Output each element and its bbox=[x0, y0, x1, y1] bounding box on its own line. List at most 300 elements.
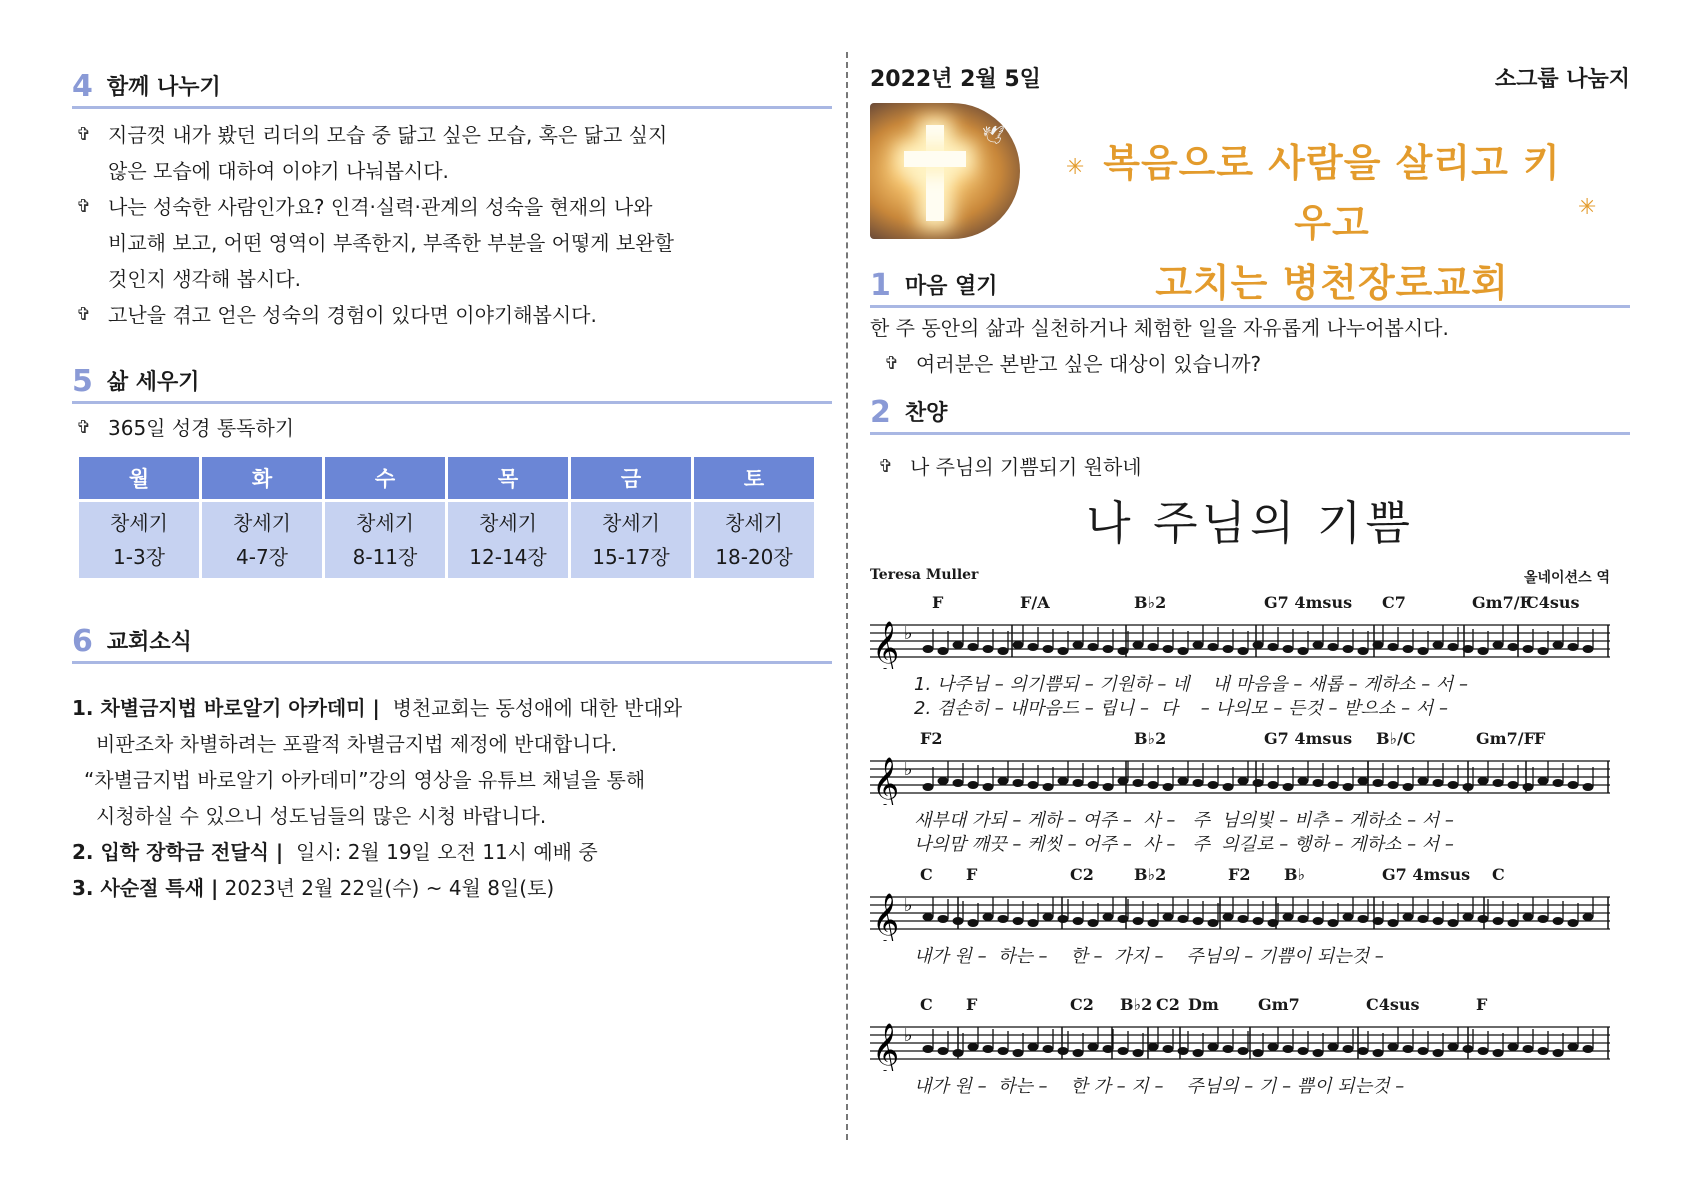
note-head bbox=[1148, 1043, 1159, 1051]
note-head bbox=[1013, 641, 1024, 649]
chord-symbol: B♭2 bbox=[1134, 865, 1167, 884]
news-title: 2. 입학 장학금 전달식 | bbox=[72, 840, 284, 864]
note-head bbox=[953, 779, 964, 787]
section-title: 찬양 bbox=[904, 400, 948, 426]
note-head bbox=[1373, 641, 1384, 649]
note-head bbox=[968, 781, 979, 789]
note-head bbox=[1268, 919, 1279, 927]
chord-symbol: C4sus bbox=[1366, 995, 1420, 1014]
note-head bbox=[968, 1043, 979, 1051]
note-head bbox=[1208, 643, 1219, 651]
header-line bbox=[870, 62, 1630, 93]
note-head bbox=[1238, 647, 1249, 655]
key-flat-icon: ♭ bbox=[904, 623, 913, 644]
note-head bbox=[1088, 781, 1099, 789]
note-head bbox=[1358, 915, 1369, 923]
note-head bbox=[1448, 1043, 1459, 1051]
note-head bbox=[1028, 919, 1039, 927]
note-head bbox=[1148, 781, 1159, 789]
note-head bbox=[1418, 915, 1429, 923]
note-head bbox=[1328, 643, 1339, 651]
chord-symbol: B♭2 bbox=[1120, 995, 1153, 1014]
section-number: 2 bbox=[870, 395, 891, 430]
note-head bbox=[1193, 917, 1204, 925]
note-head bbox=[1058, 647, 1069, 655]
staff-system bbox=[870, 865, 1610, 995]
section-6-header bbox=[72, 624, 832, 664]
note-head bbox=[1328, 1043, 1339, 1051]
note-head bbox=[1448, 919, 1459, 927]
lyric-line: 내가 원 – 하는 – 한 – 가지 – 주님의 – 기쁨이 되는것 – bbox=[914, 946, 1384, 967]
note-head bbox=[1253, 917, 1264, 925]
reading-cell: 창세기 1-3장 bbox=[79, 502, 199, 578]
reading-cell: 창세기 15-17장 bbox=[571, 502, 691, 578]
chord-symbol: F bbox=[1534, 729, 1546, 748]
news-title: 1. 차별금지법 바로알기 아카데미 | bbox=[72, 696, 380, 720]
note-head bbox=[968, 643, 979, 651]
question-line: 것인지 생각해 봅시다. bbox=[108, 267, 301, 291]
note-head bbox=[1118, 777, 1129, 785]
note-head bbox=[1478, 647, 1489, 655]
note-head bbox=[1133, 917, 1144, 925]
note-head bbox=[1178, 777, 1189, 785]
list-item bbox=[870, 346, 1630, 382]
note-head bbox=[1523, 1045, 1534, 1053]
note-head bbox=[1568, 919, 1579, 927]
lyric-line: 새부대 가되 – 게하 – 여주 – 사 – 주 님의빛 – 비추 – 게하소 – 서 – bbox=[914, 810, 1454, 831]
question-line: 않은 모습에 대하여 이야기 나눠봅시다. bbox=[108, 159, 449, 183]
note-head bbox=[1118, 1047, 1129, 1055]
chord-symbol: G7 4msus bbox=[1264, 729, 1353, 748]
day-header: 토 bbox=[694, 457, 814, 499]
note-head bbox=[1163, 783, 1174, 791]
note-head bbox=[1388, 781, 1399, 789]
key-flat-icon: ♭ bbox=[904, 759, 913, 780]
note-head bbox=[1388, 919, 1399, 927]
chord-symbol: B♭2 bbox=[1134, 729, 1167, 748]
right-column bbox=[870, 62, 1630, 1125]
note-head bbox=[1058, 915, 1069, 923]
note-head bbox=[1028, 1043, 1039, 1051]
note-head bbox=[1433, 1049, 1444, 1057]
note-head bbox=[1343, 783, 1354, 791]
lyric-line: 1. 나주님 – 의기쁨되 – 기원하 – 네 내 마음을 – 새롭 – 게하소 – 서 – bbox=[914, 674, 1469, 695]
note-head bbox=[1358, 1047, 1369, 1055]
note-head bbox=[1433, 917, 1444, 925]
cross-bullet-icon: ✞ bbox=[878, 456, 894, 477]
cross-bullet-icon: ✞ bbox=[76, 417, 92, 438]
song-credits bbox=[870, 567, 1610, 587]
chord-symbol: C2 bbox=[1070, 995, 1094, 1014]
note-head bbox=[1478, 777, 1489, 785]
chord-symbol: F/A bbox=[1020, 593, 1050, 612]
note-head bbox=[1538, 777, 1549, 785]
note-head bbox=[1418, 647, 1429, 655]
chord-symbol: B♭2 bbox=[1134, 593, 1167, 612]
note-head bbox=[1013, 779, 1024, 787]
music-staff bbox=[870, 1019, 1610, 1071]
day-header: 금 bbox=[571, 457, 691, 499]
song-title: 나 주님의 기쁨 bbox=[1086, 496, 1414, 550]
note-head bbox=[1058, 1047, 1069, 1055]
note-head bbox=[938, 777, 949, 785]
news-item: 1. 차별금지법 바로알기 아카데미 | 병천교회는 동성애에 대한 반대와 bbox=[72, 696, 683, 720]
note-head bbox=[1253, 779, 1264, 787]
note-head bbox=[1193, 779, 1204, 787]
note-head bbox=[1553, 641, 1564, 649]
note-head bbox=[983, 783, 994, 791]
note-head bbox=[1343, 1045, 1354, 1053]
note-head bbox=[1478, 1047, 1489, 1055]
fold-divider bbox=[846, 52, 848, 1140]
note-head bbox=[1493, 917, 1504, 925]
note-head bbox=[1553, 779, 1564, 787]
chord-symbol: F bbox=[1476, 995, 1488, 1014]
note-head bbox=[1493, 1049, 1504, 1057]
note-head bbox=[1343, 645, 1354, 653]
note-head bbox=[1043, 783, 1054, 791]
news-item: 3. 사순절 특새 | 2023년 2월 22일(수) ~ 4월 8일(토) bbox=[72, 876, 555, 900]
note-head bbox=[1238, 777, 1249, 785]
section-title: 마음 열기 bbox=[904, 273, 998, 299]
note-head bbox=[968, 919, 979, 927]
question-line: 비교해 보고, 어떤 영역이 부족한지, 부족한 부분을 어떻게 보완할 bbox=[108, 231, 674, 255]
day-header: 수 bbox=[325, 457, 445, 499]
note-head bbox=[1193, 1049, 1204, 1057]
treble-clef-icon: 𝄞 bbox=[872, 756, 900, 805]
note-head bbox=[1193, 641, 1204, 649]
note-head bbox=[1238, 1047, 1249, 1055]
note-head bbox=[938, 1047, 949, 1055]
note-head bbox=[1403, 1045, 1414, 1053]
chord-symbol: F bbox=[966, 865, 978, 884]
note-head bbox=[1508, 781, 1519, 789]
day-header: 월 bbox=[79, 457, 199, 499]
note-head bbox=[1463, 913, 1474, 921]
note-head bbox=[1133, 779, 1144, 787]
list-item bbox=[72, 189, 832, 297]
sparkle-icon: ✳ bbox=[1578, 195, 1597, 220]
lyric-line: 2. 겸손히 – 내마음드 – 립니 – 다 – 나의모 – 든것 – 받으소 – 서 – bbox=[914, 698, 1448, 719]
note-head bbox=[1388, 643, 1399, 651]
chord-symbol: G7 4msus bbox=[1382, 865, 1471, 884]
note-head bbox=[923, 913, 934, 921]
note-head bbox=[1208, 919, 1219, 927]
cross-bullet-icon: ✞ bbox=[76, 196, 92, 217]
note-head bbox=[1433, 779, 1444, 787]
day-header: 화 bbox=[202, 457, 322, 499]
section-title: 삶 세우기 bbox=[106, 369, 200, 395]
note-head bbox=[1583, 1045, 1594, 1053]
note-head bbox=[1103, 913, 1114, 921]
note-head bbox=[1283, 783, 1294, 791]
opening-question: 여러분은 본받고 싶은 대상이 있습니까? bbox=[916, 352, 1262, 376]
note-head bbox=[1403, 913, 1414, 921]
opening-text: 한 주 동안의 삶과 실천하거나 체험한 일을 자유롭게 나누어봅시다. bbox=[870, 316, 1449, 340]
note-head bbox=[1028, 643, 1039, 651]
note-head bbox=[1103, 783, 1114, 791]
note-head bbox=[983, 1045, 994, 1053]
note-head bbox=[1253, 641, 1264, 649]
note-head bbox=[953, 641, 964, 649]
note-head bbox=[1538, 647, 1549, 655]
lyric-line: 내가 원 – 하는 – 한 가 – 지 – 주님의 – 기 – 쁨이 되는것 – bbox=[914, 1076, 1405, 1097]
cross-bullet-icon: ✞ bbox=[884, 353, 900, 374]
section-title: 교회소식 bbox=[106, 629, 192, 655]
note-head bbox=[1583, 783, 1594, 791]
note-head bbox=[1583, 645, 1594, 653]
note-head bbox=[1298, 1047, 1309, 1055]
note-head bbox=[1118, 647, 1129, 655]
note-head bbox=[1583, 913, 1594, 921]
note-head bbox=[1133, 641, 1144, 649]
note-head bbox=[1313, 641, 1324, 649]
note-head bbox=[1313, 1049, 1324, 1057]
note-head bbox=[1568, 1043, 1579, 1051]
left-column bbox=[72, 69, 832, 906]
chord-symbol: F2 bbox=[1228, 865, 1251, 884]
note-head bbox=[1283, 1045, 1294, 1053]
note-head bbox=[1448, 643, 1459, 651]
note-head bbox=[1298, 915, 1309, 923]
list-item bbox=[72, 117, 832, 189]
note-head bbox=[1178, 647, 1189, 655]
note-head bbox=[1163, 645, 1174, 653]
note-head bbox=[1493, 641, 1504, 649]
doc-type: 소그룹 나눔지 bbox=[1494, 67, 1630, 92]
note-head bbox=[1418, 777, 1429, 785]
note-head bbox=[1553, 1049, 1564, 1057]
note-head bbox=[1073, 917, 1084, 925]
note-head bbox=[1463, 645, 1474, 653]
translator: 올네이션스 역 bbox=[1523, 570, 1610, 586]
note-head bbox=[1463, 1045, 1474, 1053]
note-head bbox=[923, 1045, 934, 1053]
reading-cell: 창세기 4-7장 bbox=[202, 502, 322, 578]
chord-symbol: C bbox=[920, 995, 933, 1014]
treble-clef-icon: 𝄞 bbox=[872, 1022, 900, 1071]
note-head bbox=[1028, 781, 1039, 789]
note-head bbox=[938, 915, 949, 923]
note-head bbox=[1043, 645, 1054, 653]
note-head bbox=[1223, 1045, 1234, 1053]
note-head bbox=[1553, 917, 1564, 925]
note-head bbox=[1283, 913, 1294, 921]
chord-symbol: Gm7 bbox=[1258, 995, 1300, 1014]
note-head bbox=[1538, 1047, 1549, 1055]
list-item bbox=[870, 449, 1630, 485]
glowing-cross-image bbox=[870, 103, 1020, 239]
note-head bbox=[1418, 1047, 1429, 1055]
chord-symbol: C7 bbox=[1382, 593, 1406, 612]
note-head bbox=[1073, 1049, 1084, 1057]
chord-symbol: Gm7/F bbox=[1472, 593, 1531, 612]
note-head bbox=[1328, 919, 1339, 927]
note-head bbox=[1373, 1049, 1384, 1057]
note-head bbox=[1148, 643, 1159, 651]
chord-symbol: C2 bbox=[1070, 865, 1094, 884]
staff-system bbox=[870, 729, 1610, 865]
note-head bbox=[1313, 779, 1324, 787]
note-head bbox=[1478, 915, 1489, 923]
chord-symbol: C bbox=[920, 865, 933, 884]
news-text: 시청하실 수 있으니 성도님들의 많은 시청 바랍니다. bbox=[96, 804, 547, 828]
note-head bbox=[1043, 1045, 1054, 1053]
note-head bbox=[1523, 913, 1534, 921]
note-head bbox=[1493, 779, 1504, 787]
note-head bbox=[1238, 915, 1249, 923]
chord-symbol: Gm7/F bbox=[1476, 729, 1535, 748]
lyric-line: 나의맘 깨끗 – 케씻 – 어주 – 사 – 주 의길로 – 행하 – 게하소 – 서 – bbox=[914, 834, 1454, 855]
note-head bbox=[1508, 919, 1519, 927]
sheet-music bbox=[870, 487, 1630, 1125]
note-head bbox=[1403, 645, 1414, 653]
music-staff bbox=[870, 753, 1610, 805]
note-head bbox=[1268, 1043, 1279, 1051]
note-head bbox=[1253, 1049, 1264, 1057]
note-head bbox=[1343, 913, 1354, 921]
note-head bbox=[1223, 783, 1234, 791]
chord-symbol: C2 bbox=[1156, 995, 1180, 1014]
note-head bbox=[1103, 1045, 1114, 1053]
key-flat-icon: ♭ bbox=[904, 1025, 913, 1046]
note-head bbox=[923, 783, 934, 791]
note-head bbox=[1373, 779, 1384, 787]
list-item bbox=[72, 410, 832, 446]
note-head bbox=[1403, 783, 1414, 791]
news-text: 비판조차 차별하려는 포괄적 차별금지법 제정에 반대합니다. bbox=[96, 732, 618, 756]
note-head bbox=[1223, 645, 1234, 653]
reading-cell: 창세기 8-11장 bbox=[325, 502, 445, 578]
note-head bbox=[1118, 915, 1129, 923]
question-line: 지금껏 내가 봤던 리더의 모습 중 닮고 싶은 모습, 혹은 닮고 싶지 bbox=[108, 123, 668, 147]
section-number: 5 bbox=[72, 364, 93, 399]
note-head bbox=[1148, 919, 1159, 927]
note-head bbox=[1433, 641, 1444, 649]
note-head bbox=[998, 915, 1009, 923]
chord-symbol: C bbox=[1492, 865, 1505, 884]
note-head bbox=[998, 1047, 1009, 1055]
note-head bbox=[1568, 781, 1579, 789]
treble-clef-icon: 𝄞 bbox=[872, 892, 900, 941]
note-head bbox=[953, 1049, 964, 1057]
note-head bbox=[1508, 1043, 1519, 1051]
note-head bbox=[1133, 1049, 1144, 1057]
day-header: 목 bbox=[448, 457, 568, 499]
news-title: 3. 사순절 특새 | bbox=[72, 876, 219, 900]
note-head bbox=[1073, 641, 1084, 649]
note-head bbox=[1208, 781, 1219, 789]
note-head bbox=[1268, 781, 1279, 789]
note-head bbox=[1223, 913, 1234, 921]
note-head bbox=[923, 645, 934, 653]
note-head bbox=[1268, 643, 1279, 651]
section-4-header bbox=[72, 69, 832, 109]
note-head bbox=[1448, 781, 1459, 789]
note-head bbox=[1298, 777, 1309, 785]
note-head bbox=[1523, 645, 1534, 653]
question-line: 고난을 겪고 얻은 성숙의 경험이 있다면 이야기해봅시다. bbox=[108, 303, 597, 327]
note-head bbox=[983, 645, 994, 653]
section-number: 6 bbox=[72, 624, 93, 659]
section-title: 함께 나누기 bbox=[106, 74, 221, 100]
composer: Teresa Muller bbox=[870, 567, 979, 583]
church-news bbox=[72, 690, 832, 906]
note-head bbox=[953, 917, 964, 925]
key-flat-icon: ♭ bbox=[904, 895, 913, 916]
section-number: 4 bbox=[72, 69, 93, 104]
note-head bbox=[1373, 917, 1384, 925]
church-slogan: 복음으로 사람을 살리고 키우고 고치는 병천장로교회 bbox=[1103, 140, 1561, 305]
treble-clef-icon: 𝄞 bbox=[872, 620, 900, 669]
note-head bbox=[1463, 783, 1474, 791]
note-head bbox=[1388, 1043, 1399, 1051]
note-head bbox=[1283, 645, 1294, 653]
note-head bbox=[983, 913, 994, 921]
chord-symbol: B♭/C bbox=[1376, 729, 1416, 748]
dove-icon: 🕊 bbox=[982, 125, 1005, 146]
cross-bullet-icon: ✞ bbox=[76, 304, 92, 325]
note-head bbox=[1013, 1049, 1024, 1057]
music-staff bbox=[870, 889, 1610, 941]
note-head bbox=[1088, 643, 1099, 651]
reading-cell: 창세기 12-14장 bbox=[448, 502, 568, 578]
bulletin-date: 2022년 2월 5일 bbox=[870, 67, 1041, 92]
note-head bbox=[1163, 1045, 1174, 1053]
chord-symbol: F2 bbox=[920, 729, 943, 748]
list-item bbox=[72, 297, 832, 333]
news-text: “차별금지법 바로알기 아카데미”강의 영상을 유튜브 채널을 통해 bbox=[84, 768, 646, 792]
note-head bbox=[1298, 647, 1309, 655]
reading-cell: 창세기 18-20장 bbox=[694, 502, 814, 578]
hymn-name: 나 주님의 기쁨되기 원하네 bbox=[910, 455, 1142, 479]
sparkle-icon: ✳ bbox=[1066, 155, 1085, 180]
section-number: 1 bbox=[870, 268, 891, 303]
reading-plan-table bbox=[76, 454, 817, 581]
chord-symbol: G7 4msus bbox=[1264, 593, 1353, 612]
reading-intro: 365일 성경 통독하기 bbox=[108, 416, 295, 440]
section-5-header bbox=[72, 364, 832, 404]
chord-symbol: Dm bbox=[1188, 995, 1219, 1014]
note-head bbox=[1358, 647, 1369, 655]
music-staff bbox=[870, 617, 1610, 669]
note-head bbox=[998, 647, 1009, 655]
note-head bbox=[1208, 1043, 1219, 1051]
score bbox=[870, 593, 1610, 1125]
note-head bbox=[1358, 777, 1369, 785]
note-head bbox=[1508, 643, 1519, 651]
question-line: 나는 성숙한 사람인가요? 인격·실력·관계의 성숙을 현재의 나와 bbox=[108, 195, 653, 219]
note-head bbox=[1568, 643, 1579, 651]
chord-symbol: F bbox=[966, 995, 978, 1014]
chord-symbol: C4sus bbox=[1526, 593, 1580, 612]
news-item: 2. 입학 장학금 전달식 | 일시: 2월 19일 오전 11시 예배 중 bbox=[72, 840, 598, 864]
note-head bbox=[1073, 779, 1084, 787]
chord-symbol: F bbox=[932, 593, 944, 612]
note-head bbox=[1178, 1047, 1189, 1055]
note-head bbox=[1313, 917, 1324, 925]
staff-system bbox=[870, 995, 1610, 1125]
note-head bbox=[1043, 913, 1054, 921]
note-head bbox=[1523, 783, 1534, 791]
note-head bbox=[998, 777, 1009, 785]
chord-symbol: B♭ bbox=[1284, 865, 1306, 884]
cross-bullet-icon: ✞ bbox=[76, 124, 92, 145]
note-head bbox=[1058, 777, 1069, 785]
section-2-header bbox=[870, 395, 1630, 435]
staff-system bbox=[870, 593, 1610, 729]
note-head bbox=[1088, 919, 1099, 927]
